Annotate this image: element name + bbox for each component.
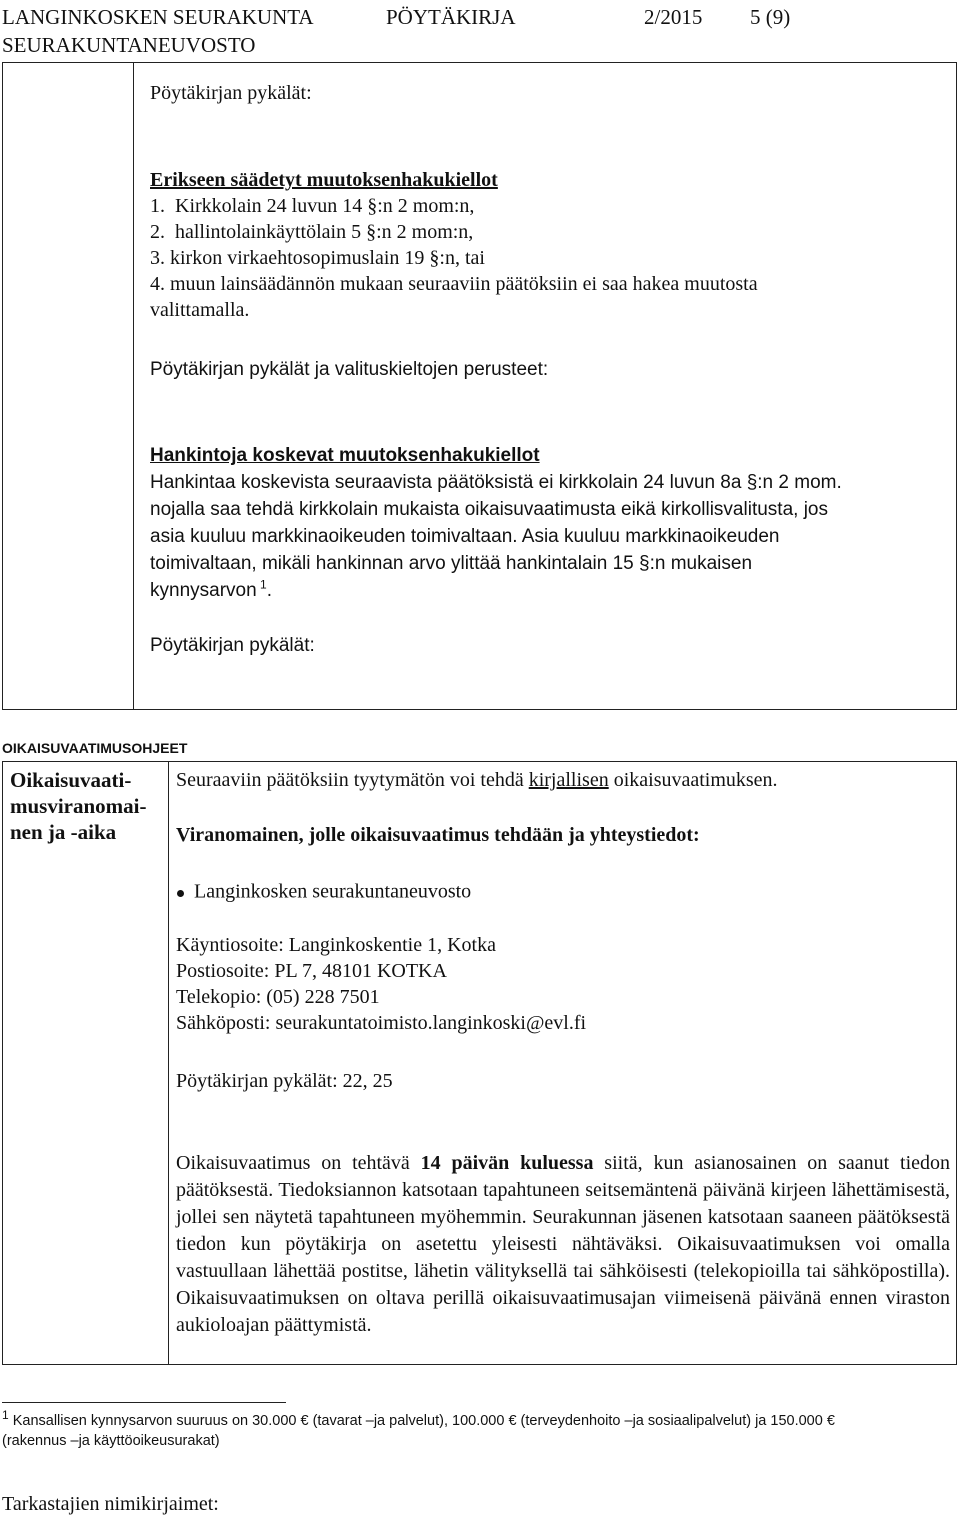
sections-and-grounds-label: Pöytäkirjan pykälät ja valituskieltojen perusteet:: [150, 359, 549, 380]
list-item: 1. Kirkkolain 24 luvun 14 §:n 2 mom:n,: [150, 195, 475, 217]
minutes-sections-value: Pöytäkirjan pykälät: 22, 25: [176, 1070, 393, 1092]
text-line: Hankintaa koskevista seuraavista päätöksistä ei kirkkolain 24 luvun 8a §:n 2 mom.: [150, 472, 842, 493]
document-number: 2/2015: [644, 5, 703, 29]
minutes-sections-label-2: Pöytäkirjan pykälät:: [150, 635, 315, 656]
list-item: 4. muun lainsäädännön mukaan seuraaviin päätöksiin ei saa hakea muutosta: [150, 273, 758, 295]
visiting-address: Käyntiosoite: Langinkoskentie 1, Kotka: [176, 934, 496, 956]
footnote-number: 1: [2, 1408, 9, 1423]
procurement-section: [150, 442, 940, 604]
postal-address: Postiosoite: PL 7, 48101 KOTKA: [176, 960, 447, 982]
footnote-text: Kansallisen kynnysarvon suuruus on 30.000 € (tavarat –ja palvelut), 100.000 € (terveydenhoito –ja sosiaalipalvelut) ja 150.000 €: [12, 1413, 835, 1429]
list-item: 3. kirkon virkaehtosopimuslain 19 §:n, tai: [150, 247, 485, 269]
column-divider: [168, 762, 169, 1364]
email-address: Sähköposti: seurakuntatoimisto.langinkoski@evl.fi: [176, 1012, 587, 1034]
text-line: toimivaltaan, mikäli hankinnan arvo ylittää hankintalain 15 §:n mukaisen: [150, 553, 753, 574]
signatures-label: Tarkastajien nimikirjaimet:: [2, 1493, 219, 1515]
contact-details: [176, 932, 586, 1036]
procurement-heading: Hankintoja koskevat muutoksenhakukiellot: [150, 445, 540, 466]
authority-and-time-label: Oikaisuvaati- musviranomai- nen ja -aika: [10, 768, 147, 844]
minutes-sections-label: Pöytäkirjan pykälät:: [150, 82, 312, 104]
footnote-reference: 1: [260, 577, 267, 592]
text-line: asia kuuluu markkinaoikeuden toimivaltaan. Asia kuuluu markkinaoikeuden: [150, 526, 780, 547]
bullet-icon: [177, 890, 184, 897]
authority-list-item: Langinkosken seurakuntaneuvosto: [166, 877, 471, 904]
intro-text: Seuraaviin päätöksiin tyytymätön voi tehdä kirjallisen oikaisuvaatimuksen.: [176, 769, 778, 791]
council-name: SEURAKUNTANEUVOSTO: [2, 33, 256, 57]
deadline-emphasis: 14 päivän kuluessa: [420, 1152, 594, 1174]
written-emphasis: kirjallisen: [528, 769, 609, 791]
authority-heading: Viranomainen, jolle oikaisuvaatimus tehdään ja yhteystiedot:: [176, 824, 700, 846]
special-prohibitions-section: [150, 167, 940, 323]
section-title: OIKAISUVAATIMUSOHJEET: [2, 740, 188, 756]
page-number: 5 (9): [750, 5, 791, 29]
column-divider: [133, 63, 134, 709]
list-item: 2. hallintolainkäyttölain 5 §:n 2 mom:n,: [150, 221, 474, 243]
fax-number: Telekopio: (05) 228 7501: [176, 986, 380, 1008]
footnote-separator: [2, 1402, 286, 1403]
text-line: kynnysarvon $^1$.: [150, 577, 272, 601]
text-line: nojalla saa tehdä kirkkolain mukaista oikaisuvaatimusta eikä kirkollisvalitusta, jos: [150, 499, 828, 520]
list-item: valittamalla.: [150, 299, 250, 321]
special-prohibitions-heading: Erikseen säädetyt muutoksenhakukiellot: [150, 169, 498, 191]
deadline-paragraph: Oikaisuvaatimus on tehtävä 14 päivän kuluessa siitä, kun asianosainen on saanut tiedon päätöksestä. Tiedoksiannon katsotaan tapahtuneen seitsemäntenä päivänä kirjeen lähettämisestä, jollei sen näytetä tapahtuneen myöhemmin. Seurakunnan jäsenen katsotaan saaneen päätöksestä tiedon kun pöytäkirja on asetettu yleisesti nähtäväksi. Oikaisuvaatimuksen voi omalla vastuullaan lähettää postitse, lähetin välityksellä tai sähköisesti (telekopioilla tai sähköpostilla). Oikaisuvaatimuksen on oltava perillä oikaisuvaatimusajan viimeisenä päivänä ennen viraston aukioloajan päättymistä.: [176, 1152, 951, 1336]
document-type: PÖYTÄKIRJA: [386, 5, 516, 29]
organization-name: LANGINKOSKEN SEURAKUNTA: [2, 5, 314, 29]
threshold-term: kynnysarvon: [150, 580, 257, 601]
footnote-text-continued: (rakennus –ja käyttöoikeusurakat): [2, 1433, 220, 1449]
footnote: [2, 1408, 957, 1451]
appeal-prohibitions-box: [2, 62, 957, 710]
